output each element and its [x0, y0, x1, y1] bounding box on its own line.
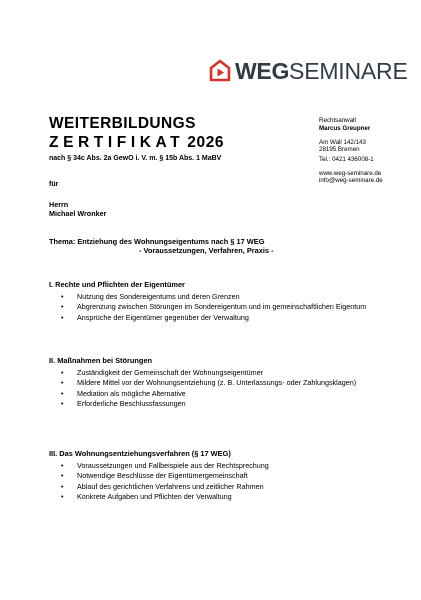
bullet: •	[61, 471, 64, 481]
topic-subtitle: - Voraussetzungen, Verfahren, Praxis -	[139, 246, 274, 256]
bullet: •	[61, 481, 64, 491]
legal-basis: nach § 34c Abs. 2a GewO i. V. m. § 15b Abs. 1 MaBV	[49, 155, 222, 162]
list-item: • Notwendige Beschlüsse der Eigentümergemeinschaft	[61, 471, 248, 481]
recipient-block	[49, 200, 106, 219]
bullet: •	[61, 399, 64, 409]
topic-title: Thema: Entziehung des Wohnungseigentums nach § 17 WEG	[49, 237, 265, 246]
bullet: •	[61, 368, 64, 377]
list-item: • Mildere Mittel vor der Wohnungsentziehung (z. B. Unterlassungs- oder Zahlungsklagen)	[61, 378, 357, 388]
bullet: •	[61, 461, 64, 470]
section-list	[49, 292, 389, 323]
section-list	[49, 368, 389, 409]
topic-block	[49, 237, 274, 256]
list-item: • Konkrete Aufgaben und Pflichten der Verwaltung	[61, 492, 232, 502]
address-email: info@weg-seminare.de	[319, 177, 383, 184]
list-item: • Zuständigkeit der Gemeinschaft der Wohnungseigentümer	[61, 368, 264, 377]
section-heading: II. Maßnahmen bei Störungen	[49, 356, 153, 365]
bullet: •	[61, 292, 64, 301]
address-website: www.weg-seminare.de	[319, 170, 382, 177]
for-label: für	[49, 181, 59, 188]
address-phone: Tel.: 0421 436008-1	[319, 156, 374, 163]
section-list	[49, 461, 389, 502]
list-item: • Erforderliche Beschlussfassungen	[61, 399, 186, 409]
certificate-title-line2	[49, 134, 224, 152]
bullet: •	[61, 312, 64, 322]
section-heading: I. Rechte und Pflichten der Eigentümer	[49, 280, 185, 289]
list-item: • Nutzung des Sondereigentums und deren Grenzen	[61, 292, 240, 301]
certificate-title-word: ZERTIFIKAT	[49, 134, 185, 151]
bullet: •	[61, 378, 64, 388]
address-street: Am Wall 142/143	[319, 139, 366, 146]
weg-seminare-logo	[208, 56, 408, 86]
section-3	[49, 449, 389, 503]
bullet: •	[61, 492, 64, 502]
recipient-salutation: Herrn	[49, 200, 69, 209]
play-house-icon	[208, 59, 232, 83]
section-2	[49, 356, 389, 410]
recipient-name: Michael Wronker	[49, 209, 107, 219]
list-item: • Mediation als mögliche Alternative	[61, 388, 186, 398]
certificate-title-line1: WEITERBILDUNGS	[49, 115, 196, 132]
lawyer-name: Marcus Greupner	[319, 125, 371, 132]
list-item: • Abgrenzung zwischen Störungen im Sondereigentum und im gemeinschaftlichen Eigentum	[61, 302, 367, 312]
address-city: 28195 Bremen	[319, 146, 360, 153]
list-item: • Voraussetzungen und Fallbeispiele aus der Rechtsprechung	[61, 461, 269, 470]
section-1	[49, 280, 389, 323]
list-item: • Ablauf des gerichtlichen Verfahrens und zeitlicher Rahmen	[61, 481, 264, 491]
logo-text-light: SEMINARE	[289, 57, 408, 84]
bullet: •	[61, 388, 64, 398]
certificate-year: 2026	[187, 134, 225, 151]
list-item: • Ansprüche der Eigentümer gegenüber der Verwaltung	[61, 312, 249, 322]
bullet: •	[61, 302, 64, 312]
lawyer-role: Rechtsanwalt	[319, 117, 357, 124]
logo-text-bold: WEG	[235, 57, 290, 84]
section-heading: III. Das Wohnungsentziehungsverfahren (§ 17 WEG)	[49, 449, 231, 458]
